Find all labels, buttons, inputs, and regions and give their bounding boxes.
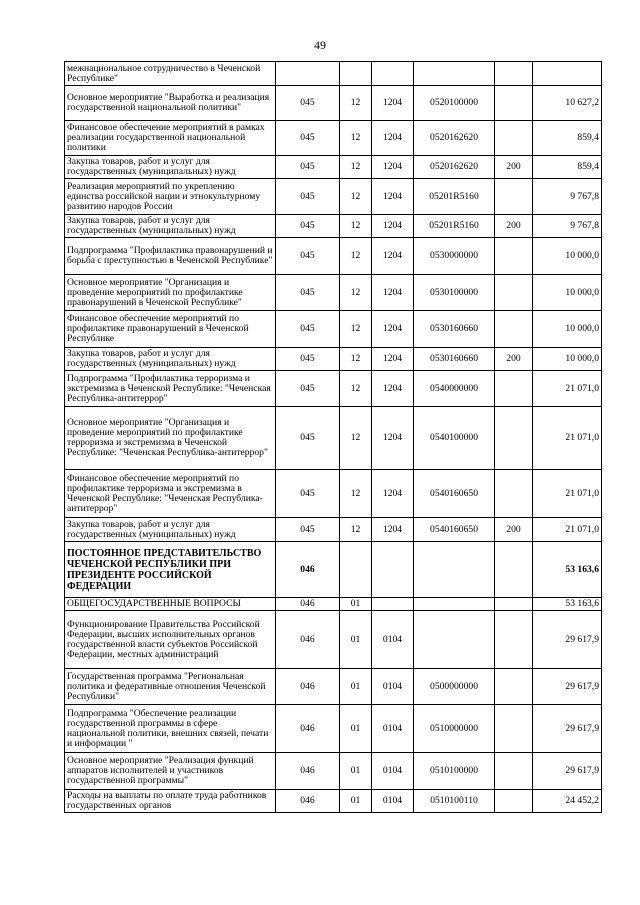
table-row [65, 86, 602, 121]
section-code: 01 [340, 598, 372, 611]
amount: 29 617,9 [533, 669, 602, 705]
row-name: Основное мероприятие "Реализация функций аппаратов исполнителей и участников государственной программы" [65, 753, 276, 790]
amount: 10 000,0 [533, 238, 602, 275]
section-code: 12 [340, 407, 372, 470]
ved-code: 046 [276, 790, 340, 813]
amount: 9 767,8 [533, 215, 602, 238]
row-name: ПОСТОЯННОЕ ПРЕДСТАВИТЕЛЬСТВО ЧЕЧЕНСКОЙ РЕСПУБЛИКИ ПРИ ПРЕЗИДЕНТЕ РОССИЙСКОЙ ФЕДЕРАЦИИ [65, 542, 276, 598]
row-name: Государственная программа "Региональная политика и федеративные отношения Чеченской Республики" [65, 669, 276, 705]
table-row [65, 470, 602, 518]
ved-code: 046 [276, 542, 340, 598]
row-name: Закупка товаров, работ и услуг для государственных (муниципальных) нужд [65, 348, 276, 371]
subsection-code [372, 598, 414, 611]
ved-code: 045 [276, 518, 340, 542]
amount: 10 627,2 [533, 86, 602, 121]
amount: 859,4 [533, 121, 602, 156]
table-row [65, 611, 602, 669]
amount: 29 617,9 [533, 611, 602, 669]
target-article-code: 0510100000 [414, 753, 495, 790]
target-article-code [414, 542, 495, 598]
expense-type-code [495, 790, 533, 813]
table-row [65, 62, 602, 86]
expense-type-code [495, 179, 533, 215]
section-code: 12 [340, 470, 372, 518]
ved-code: 045 [276, 275, 340, 311]
section-code: 01 [340, 753, 372, 790]
target-article-code: 0540160650 [414, 518, 495, 542]
row-name: Подпрограмма "Профилактика терроризма и экстремизма в Чеченской Республике: "Чеченская Республика-антитеррор" [65, 371, 276, 407]
subsection-code: 1204 [372, 121, 414, 156]
expense-type-code: 200 [495, 518, 533, 542]
target-article-code: 0530100000 [414, 275, 495, 311]
ved-code: 045 [276, 215, 340, 238]
target-article-code: 0510000000 [414, 705, 495, 753]
target-article-code [414, 611, 495, 669]
table-row [65, 156, 602, 179]
subsection-code: 1204 [372, 238, 414, 275]
table-row [65, 753, 602, 790]
row-name: Подпрограмма "Обеспечение реализации государственной программы в сфере национальной политики, внешних связей, печати и информации " [65, 705, 276, 753]
section-code [340, 62, 372, 86]
section-code: 12 [340, 275, 372, 311]
table-row [65, 311, 602, 348]
amount: 24 452,2 [533, 790, 602, 813]
table-row [65, 371, 602, 407]
section-code: 01 [340, 669, 372, 705]
section-code: 12 [340, 348, 372, 371]
target-article-code: 0530160660 [414, 348, 495, 371]
row-name: Реализация мероприятий по укреплению единства российской нации и этнокультурному развитию народов России [65, 179, 276, 215]
target-article-code: 05201R5160 [414, 179, 495, 215]
section-code: 12 [340, 86, 372, 121]
row-name: Финансовое обеспечение мероприятий по профилактике правонарушений в Чеченской Республике [65, 311, 276, 348]
subsection-code: 1204 [372, 518, 414, 542]
section-code: 01 [340, 705, 372, 753]
subsection-code: 1204 [372, 86, 414, 121]
ved-code: 045 [276, 311, 340, 348]
section-code: 12 [340, 215, 372, 238]
subsection-code: 1204 [372, 311, 414, 348]
amount [533, 62, 602, 86]
row-name: Закупка товаров, работ и услуг для государственных (муниципальных) нужд [65, 518, 276, 542]
section-code: 12 [340, 121, 372, 156]
expense-type-code [495, 705, 533, 753]
ved-code: 046 [276, 753, 340, 790]
section-code: 12 [340, 156, 372, 179]
section-code: 12 [340, 518, 372, 542]
amount: 21 071,0 [533, 470, 602, 518]
ved-code: 046 [276, 669, 340, 705]
table-row [65, 275, 602, 311]
subsection-code: 1204 [372, 179, 414, 215]
section-code: 12 [340, 371, 372, 407]
expense-type-code: 200 [495, 215, 533, 238]
subsection-code: 0104 [372, 753, 414, 790]
target-article-code [414, 62, 495, 86]
budget-table [64, 61, 602, 813]
row-name: ОБЩЕГОСУДАРСТВЕННЫЕ ВОПРОСЫ [65, 598, 276, 611]
row-name: Финансовое обеспечение мероприятий по профилактике терроризма и экстремизма в Чеченской Республике: "Чеченская Республика-антитеррор" [65, 470, 276, 518]
target-article-code: 0500000000 [414, 669, 495, 705]
ved-code: 045 [276, 470, 340, 518]
row-name: Закупка товаров, работ и услуг для государственных (муниципальных) нужд [65, 156, 276, 179]
target-article-code [414, 598, 495, 611]
table-row [65, 348, 602, 371]
target-article-code: 0520162620 [414, 121, 495, 156]
expense-type-code [495, 311, 533, 348]
target-article-code: 0540160650 [414, 470, 495, 518]
ved-code: 045 [276, 156, 340, 179]
subsection-code [372, 542, 414, 598]
target-article-code: 0520100000 [414, 86, 495, 121]
row-name: Основное мероприятие "Организация и проведение мероприятий по профилактике терроризма и экстремизма в Чеченской Республике: "Чеченская Республика-антитеррор" [65, 407, 276, 470]
row-name: Финансовое обеспечение мероприятий в рамках реализации государственной национальной политики [65, 121, 276, 156]
target-article-code: 0530160660 [414, 311, 495, 348]
row-name: Функционирование Правительства Российской Федерации, высших исполнительных органов государственной власти субъектов Российской Федерации, местных администраций [65, 611, 276, 669]
subsection-code: 1204 [372, 215, 414, 238]
table-row [65, 790, 602, 813]
expense-type-code [495, 598, 533, 611]
ved-code [276, 62, 340, 86]
expense-type-code: 200 [495, 156, 533, 179]
target-article-code: 0540000000 [414, 371, 495, 407]
expense-type-code [495, 669, 533, 705]
table-row [65, 518, 602, 542]
ved-code: 045 [276, 238, 340, 275]
expense-type-code [495, 275, 533, 311]
amount: 29 617,9 [533, 753, 602, 790]
target-article-code: 0530000000 [414, 238, 495, 275]
subsection-code: 0104 [372, 611, 414, 669]
ved-code: 045 [276, 121, 340, 156]
section-code: 01 [340, 790, 372, 813]
ved-code: 046 [276, 598, 340, 611]
row-name: Подпрограмма "Профилактика правонарушений и борьба с преступностью в Чеченской Республике" [65, 238, 276, 275]
subsection-code [372, 62, 414, 86]
amount: 10 000,0 [533, 275, 602, 311]
amount: 21 071,0 [533, 518, 602, 542]
target-article-code: 0520162620 [414, 156, 495, 179]
ved-code: 045 [276, 348, 340, 371]
row-name: Закупка товаров, работ и услуг для государственных (муниципальных) нужд [65, 215, 276, 238]
subsection-code: 1204 [372, 407, 414, 470]
subsection-code: 0104 [372, 790, 414, 813]
table-row [65, 542, 602, 598]
amount: 21 071,0 [533, 407, 602, 470]
subsection-code: 1204 [372, 275, 414, 311]
table-row [65, 705, 602, 753]
ved-code: 046 [276, 611, 340, 669]
section-code: 12 [340, 179, 372, 215]
table-row [65, 179, 602, 215]
expense-type-code [495, 238, 533, 275]
expense-type-code: 200 [495, 348, 533, 371]
section-code: 12 [340, 311, 372, 348]
subsection-code: 1204 [372, 156, 414, 179]
expense-type-code [495, 753, 533, 790]
expense-type-code [495, 407, 533, 470]
amount: 29 617,9 [533, 705, 602, 753]
subsection-code: 1204 [372, 470, 414, 518]
expense-type-code [495, 470, 533, 518]
section-code [340, 542, 372, 598]
amount: 10 000,0 [533, 311, 602, 348]
section-code: 01 [340, 611, 372, 669]
subsection-code: 0104 [372, 669, 414, 705]
expense-type-code [495, 86, 533, 121]
expense-type-code [495, 121, 533, 156]
table-row [65, 121, 602, 156]
expense-type-code [495, 371, 533, 407]
row-name: Основное мероприятие "Выработка и реализация государственной национальной политики" [65, 86, 276, 121]
amount: 9 767,8 [533, 179, 602, 215]
expense-type-code [495, 62, 533, 86]
ved-code: 045 [276, 371, 340, 407]
target-article-code: 0510100110 [414, 790, 495, 813]
table-row [65, 598, 602, 611]
amount: 53 163,6 [533, 542, 602, 598]
ved-code: 046 [276, 705, 340, 753]
amount: 10 000,0 [533, 348, 602, 371]
ved-code: 045 [276, 179, 340, 215]
row-name: Расходы на выплаты по оплате труда работников государственных органов [65, 790, 276, 813]
expense-type-code [495, 611, 533, 669]
subsection-code: 0104 [372, 705, 414, 753]
subsection-code: 1204 [372, 348, 414, 371]
row-name: Основное мероприятие "Организация и проведение мероприятий по профилактике правонарушений в Чеченской Республике" [65, 275, 276, 311]
table-row [65, 407, 602, 470]
subsection-code: 1204 [372, 371, 414, 407]
table-row [65, 215, 602, 238]
table-row [65, 669, 602, 705]
amount: 859,4 [533, 156, 602, 179]
target-article-code: 05201R5160 [414, 215, 495, 238]
ved-code: 045 [276, 86, 340, 121]
expense-type-code [495, 542, 533, 598]
section-code: 12 [340, 238, 372, 275]
table-row [65, 238, 602, 275]
page-number: 49 [314, 38, 326, 52]
target-article-code: 0540100000 [414, 407, 495, 470]
amount: 53 163,6 [533, 598, 602, 611]
row-name: межнациональное сотрудничество в Чеченской Республике" [65, 62, 276, 86]
amount: 21 071,0 [533, 371, 602, 407]
ved-code: 045 [276, 407, 340, 470]
